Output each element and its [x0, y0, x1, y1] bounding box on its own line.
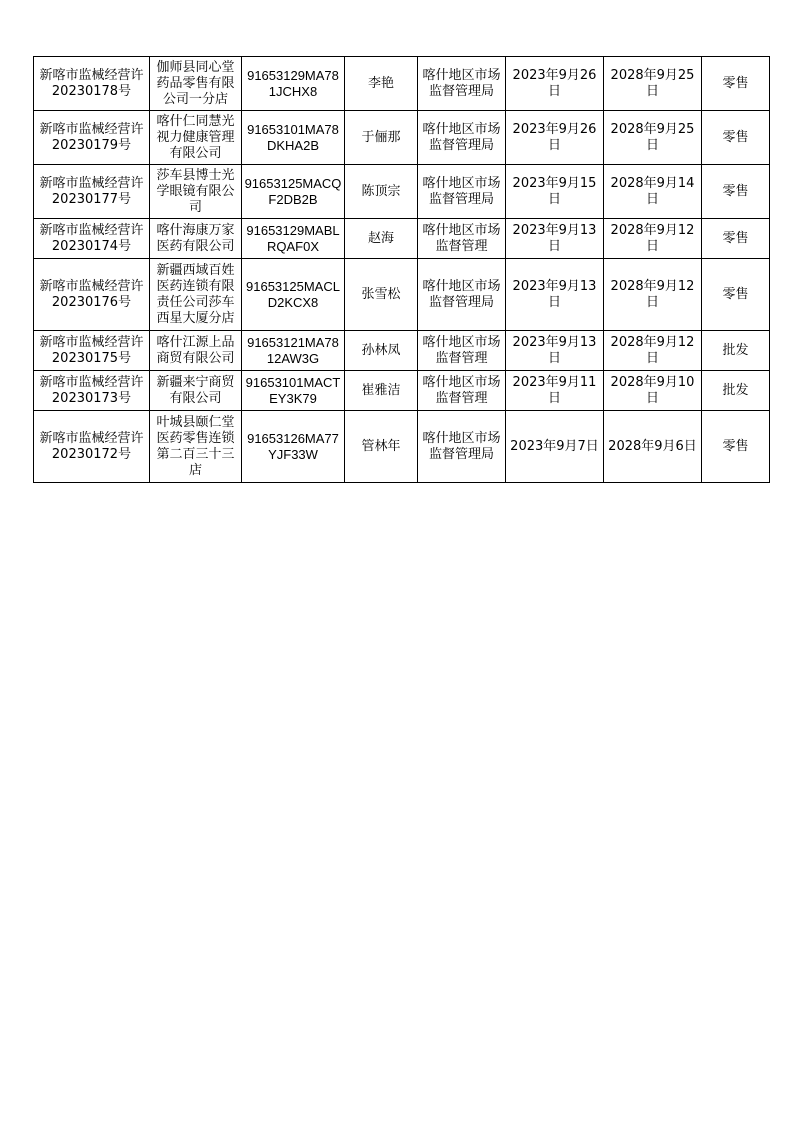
license-number-cell: 新喀市监械经营许20230179号: [34, 111, 150, 165]
table-row: [34, 57, 770, 111]
expiry-date-cell: 2028年9月12日: [604, 219, 702, 259]
legal-person-cell: 李艳: [345, 57, 418, 111]
license-number-cell: 新喀市监械经营许20230176号: [34, 259, 150, 331]
credit-code-cell: 91653101MA78DKHA2B: [242, 111, 345, 165]
license-number-cell: 新喀市监械经营许20230177号: [34, 165, 150, 219]
table-row: [34, 219, 770, 259]
legal-person-cell: 赵海: [345, 219, 418, 259]
company-name-cell: 新疆西域百姓医药连锁有限责任公司莎车西星大厦分店: [150, 259, 242, 331]
license-number-cell: 新喀市监械经营许20230172号: [34, 411, 150, 483]
table-row: [34, 371, 770, 411]
issue-date-cell: 2023年9月15日: [506, 165, 604, 219]
expiry-date-cell: 2028年9月10日: [604, 371, 702, 411]
expiry-date-cell: 2028年9月6日: [604, 411, 702, 483]
credit-code-cell: 91653126MA77YJF33W: [242, 411, 345, 483]
company-name-cell: 伽师县同心堂药品零售有限公司一分店: [150, 57, 242, 111]
credit-code-cell: 91653101MACTEY3K79: [242, 371, 345, 411]
legal-person-cell: 孙林凤: [345, 331, 418, 371]
table-row: [34, 165, 770, 219]
license-number-cell: 新喀市监械经营许20230174号: [34, 219, 150, 259]
company-name-cell: 喀什仁同慧光视力健康管理有限公司: [150, 111, 242, 165]
issuing-authority-cell: 喀什地区市场监督管理局: [418, 57, 506, 111]
company-name-cell: 喀什江源上品商贸有限公司: [150, 331, 242, 371]
issuing-authority-cell: 喀什地区市场监督管理局: [418, 411, 506, 483]
legal-person-cell: 崔雅洁: [345, 371, 418, 411]
expiry-date-cell: 2028年9月12日: [604, 259, 702, 331]
license-number-cell: 新喀市监械经营许20230173号: [34, 371, 150, 411]
expiry-date-cell: 2028年9月14日: [604, 165, 702, 219]
table-row: [34, 111, 770, 165]
issuing-authority-cell: 喀什地区市场监督管理局: [418, 259, 506, 331]
legal-person-cell: 张雪松: [345, 259, 418, 331]
issuing-authority-cell: 喀什地区市场监督管理: [418, 219, 506, 259]
legal-person-cell: 陈顶宗: [345, 165, 418, 219]
issue-date-cell: 2023年9月13日: [506, 331, 604, 371]
company-name-cell: 莎车县博士光学眼镜有限公司: [150, 165, 242, 219]
business-type-cell: 零售: [702, 259, 770, 331]
business-type-cell: 批发: [702, 331, 770, 371]
company-name-cell: 新疆来宁商贸有限公司: [150, 371, 242, 411]
issue-date-cell: 2023年9月11日: [506, 371, 604, 411]
legal-person-cell: 于俪那: [345, 111, 418, 165]
issue-date-cell: 2023年9月26日: [506, 111, 604, 165]
business-type-cell: 批发: [702, 371, 770, 411]
business-type-cell: 零售: [702, 219, 770, 259]
credit-code-cell: 91653121MA7812AW3G: [242, 331, 345, 371]
company-name-cell: 叶城县颐仁堂医药零售连锁第二百三十三店: [150, 411, 242, 483]
issuing-authority-cell: 喀什地区市场监督管理: [418, 331, 506, 371]
business-type-cell: 零售: [702, 57, 770, 111]
issuing-authority-cell: 喀什地区市场监督管理局: [418, 165, 506, 219]
table-row: [34, 411, 770, 483]
legal-person-cell: 管林年: [345, 411, 418, 483]
table-row: [34, 331, 770, 371]
license-number-cell: 新喀市监械经营许20230178号: [34, 57, 150, 111]
expiry-date-cell: 2028年9月25日: [604, 57, 702, 111]
issuing-authority-cell: 喀什地区市场监督管理局: [418, 111, 506, 165]
credit-code-cell: 91653129MABLRQAF0X: [242, 219, 345, 259]
table-row: [34, 259, 770, 331]
license-number-cell: 新喀市监械经营许20230175号: [34, 331, 150, 371]
issue-date-cell: 2023年9月26日: [506, 57, 604, 111]
business-type-cell: 零售: [702, 111, 770, 165]
company-name-cell: 喀什海康万家医药有限公司: [150, 219, 242, 259]
business-type-cell: 零售: [702, 165, 770, 219]
credit-code-cell: 91653125MACQF2DB2B: [242, 165, 345, 219]
license-table: [33, 56, 770, 483]
expiry-date-cell: 2028年9月25日: [604, 111, 702, 165]
expiry-date-cell: 2028年9月12日: [604, 331, 702, 371]
issue-date-cell: 2023年9月13日: [506, 259, 604, 331]
credit-code-cell: 91653129MA781JCHX8: [242, 57, 345, 111]
issue-date-cell: 2023年9月13日: [506, 219, 604, 259]
business-type-cell: 零售: [702, 411, 770, 483]
credit-code-cell: 91653125MACLD2KCX8: [242, 259, 345, 331]
issuing-authority-cell: 喀什地区市场监督管理: [418, 371, 506, 411]
issue-date-cell: 2023年9月7日: [506, 411, 604, 483]
